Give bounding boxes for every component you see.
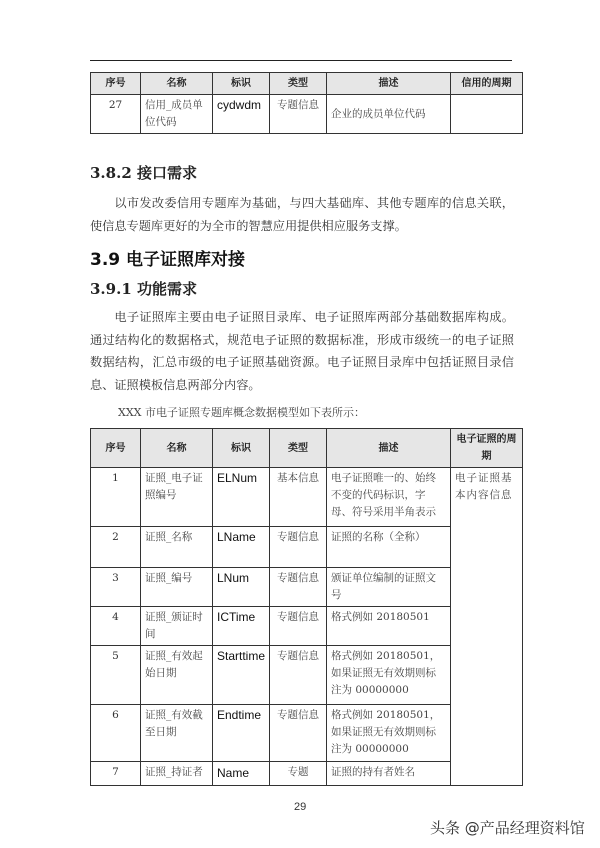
cell-type: 专题信息 <box>270 705 327 762</box>
cell-name: 证照_有效截至日期 <box>141 705 213 762</box>
heading-3-8-2: 3.8.2 接口需求 <box>90 164 197 182</box>
cell-type: 专题信息 <box>270 568 327 607</box>
cell-desc: 颁证单位编制的证照文号 <box>327 568 451 607</box>
cell-id: Starttime <box>213 646 270 705</box>
cell-name: 证照_名称 <box>141 527 213 568</box>
cell-type: 专题信息 <box>270 527 327 568</box>
col-header-type: 类型 <box>270 73 327 95</box>
page-header-rule <box>90 60 512 61</box>
cell-cycle-merged: 电子证照基本内容信息 <box>451 468 523 786</box>
col-header-num: 序号 <box>91 429 141 468</box>
cell-id: Endtime <box>213 705 270 762</box>
cell-desc: 格式例如 20180501 <box>327 607 451 646</box>
col-header-id: 标识 <box>213 429 270 468</box>
cell-type: 专题 <box>270 762 327 786</box>
cell-cycle <box>451 95 523 134</box>
cell-name: 证照_电子证照编号 <box>141 468 213 527</box>
col-header-desc: 描述 <box>327 429 451 468</box>
cell-num: 5 <box>91 646 141 705</box>
cell-name: 信用_成员单位代码 <box>141 95 213 134</box>
col-header-num: 序号 <box>91 73 141 95</box>
cell-type: 基本信息 <box>270 468 327 527</box>
cell-id: Name <box>213 762 270 786</box>
cell-type: 专题信息 <box>270 646 327 705</box>
license-data-table <box>90 428 523 786</box>
cell-num: 3 <box>91 568 141 607</box>
cell-num: 1 <box>91 468 141 527</box>
cell-num: 2 <box>91 527 141 568</box>
cell-name: 证照_颁证时间 <box>141 607 213 646</box>
table-header-row <box>91 73 523 95</box>
cell-desc: 电子证照唯一的、始终不变的代码标识，字母、符号采用半角表示 <box>327 468 451 527</box>
cell-name: 证照_有效起始日期 <box>141 646 213 705</box>
cell-type: 专题信息 <box>270 95 327 134</box>
table-row <box>91 95 523 134</box>
col-header-desc: 描述 <box>327 73 451 95</box>
cell-id: cydwdm <box>213 95 270 134</box>
col-header-name: 名称 <box>141 73 213 95</box>
cell-id: ICTime <box>213 607 270 646</box>
cell-num: 27 <box>91 95 141 134</box>
cell-id: ELNum <box>213 468 270 527</box>
paragraph-interface: 以市发改委信用专题库为基础，与四大基础库、其他专题库的信息关联，使信息专题库更好的为全市的智慧应用提供相应服务支撑。 <box>90 196 514 233</box>
credit-data-table <box>90 72 523 134</box>
heading-3-9: 3.9 电子证照库对接 <box>90 250 246 270</box>
cell-num: 7 <box>91 762 141 786</box>
col-header-id: 标识 <box>213 73 270 95</box>
watermark: 头条 @产品经理资料馆 <box>430 819 585 837</box>
cell-id: LNum <box>213 568 270 607</box>
cell-name: 证照_持证者 <box>141 762 213 786</box>
cell-id: LName <box>213 527 270 568</box>
cell-type: 专题信息 <box>270 607 327 646</box>
cell-name: 证照_编号 <box>141 568 213 607</box>
col-header-type: 类型 <box>270 429 327 468</box>
table-caption: XXX 市电子证照专题库概念数据模型如下表所示： <box>118 406 365 419</box>
cell-desc: 格式例如 20180501，如果证照无有效期则标注为 00000000 <box>327 705 451 762</box>
cell-desc: 证照的持有者姓名 <box>327 762 451 786</box>
paragraph-function: 电子证照库主要由电子证照目录库、电子证照库两部分基础数据库构成。通过结构化的数据格式，规范电子证照的数据标准，形成市级统一的电子证照数据结构，汇总市级的电子证照基础资源。电子证照目录库中包括证照目录信息、证照模板信息两部分内容。 <box>90 310 514 392</box>
col-header-cycle: 电子证照的周期 <box>451 429 523 468</box>
table-row <box>91 468 523 527</box>
table-header-row <box>91 429 523 468</box>
cell-num: 4 <box>91 607 141 646</box>
page-number: 29 <box>294 801 307 813</box>
cell-desc: 证照的名称（全称） <box>327 527 451 568</box>
heading-3-9-1: 3.9.1 功能需求 <box>90 280 197 298</box>
cell-desc: 企业的成员单位代码 <box>327 95 451 134</box>
cell-num: 6 <box>91 705 141 762</box>
cell-desc: 格式例如 20180501，如果证照无有效期则标注为 00000000 <box>327 646 451 705</box>
col-header-cycle: 信用的周期 <box>451 73 523 95</box>
col-header-name: 名称 <box>141 429 213 468</box>
